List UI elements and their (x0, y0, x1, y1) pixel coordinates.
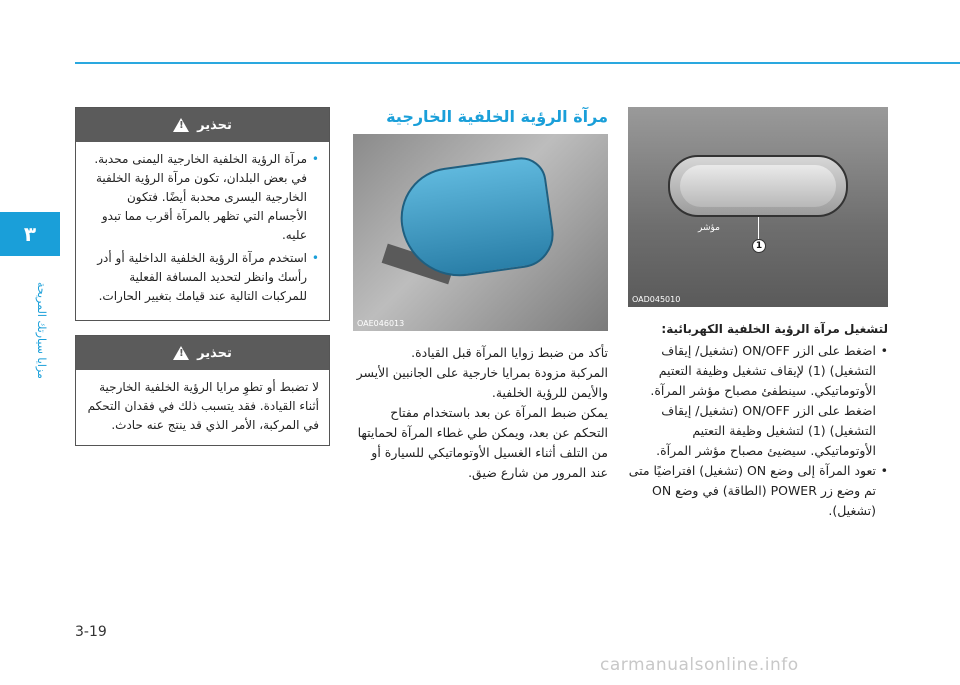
chapter-title: مزايا سيارتك المريحة (35, 281, 48, 379)
warnings-column (75, 107, 330, 460)
rearview-mirror-illustration (668, 155, 848, 217)
paragraph: المركبة مزودة بمرايا خارجية على الجانبين الأيسر والأيمن للرؤية الخلفية. (356, 365, 608, 400)
side-mirror-photo (353, 134, 608, 331)
warning-triangle-icon (173, 118, 189, 132)
warning-box (75, 335, 330, 446)
callout-number: 1 (752, 239, 766, 253)
rearview-mirror-text (628, 319, 888, 521)
warning-body (76, 142, 329, 320)
photo-code: OAD045010 (632, 295, 681, 304)
outside-mirror-text (353, 343, 608, 483)
warning-body (76, 370, 329, 445)
top-rule (75, 62, 960, 64)
chapter-tab[interactable]: ٣ (0, 212, 60, 256)
rearview-mirror-section (628, 107, 888, 521)
list-item: • مرآة الرؤية الخلفية الخارجية اليمنى محدبة. في بعض البلدان، تكون مرآة الرؤية الخلفية الخارجية اليسرى محدبة أيضًا. فتكون الأجسام التي تظهر بالمرآة أقرب مما تبدو عليه. (86, 150, 319, 245)
warning-title: تحذير (197, 345, 232, 361)
outside-mirror-section (353, 107, 608, 483)
paragraph: يمكن ضبط المرآة عن بعد باستخدام مفتاح التحكم عن بعد، ويمكن طي غطاء المرآة لحمايتها من التلف أثناء الغسيل الأوتوماتيكي للسيارة أو عند المرور من شارع ضيق. (357, 405, 608, 480)
callout-label: مؤشر (698, 223, 720, 233)
list-item: • استخدم مرآة الرؤية الخلفية الداخلية أو أدر رأسك وانظر لتحديد المسافة الفعلية للمركبات التالية عند قيامك بتغيير الحارات. (86, 249, 319, 306)
callout-line (758, 217, 759, 239)
warning-box (75, 107, 330, 321)
list-item: • تعود المرآة إلى وضع ON (تشغيل) افتراضيًا متى تم وضع زر POWER (الطاقة) في وضع ON (تشغيل). (628, 461, 888, 521)
page-number: 3-19 (75, 624, 107, 640)
list-item: • اضغط على الزر ON/OFF (تشغيل/ إيقاف التشغيل) (1) لإيقاف تشغيل وظيفة التعتيم الأوتوماتيكي. سينطفئ مصباح مؤشر المرآة. اضغط على الزر ON/OFF (تشغيل/ إيقاف التشغيل) (1) لتشغيل وظيفة التعتيم الأوتوماتيكي. سيضيئ مصباح مؤشر المرآة. (628, 341, 888, 461)
paragraph: لا تضبط أو تطوِ مرايا الرؤية الخلفية الخارجية أثناء القيادة. فقد يتسبب ذلك في فقدان التحكم في المركبة، الأمر الذي قد ينتج عنه حادث. (87, 380, 319, 432)
subheading: لتشغيل مرآة الرؤية الخلفية الكهربائية: (661, 322, 888, 336)
watermark[interactable]: carmanualsonline.info (600, 655, 799, 675)
warning-header (76, 108, 329, 142)
warning-header (76, 336, 329, 370)
rearview-mirror-photo (628, 107, 888, 307)
warning-title: تحذير (197, 117, 232, 133)
chapter-sidebar (0, 0, 60, 685)
warning-triangle-icon (173, 346, 189, 360)
paragraph: تأكد من ضبط زوايا المرآة قبل القيادة. (411, 345, 608, 360)
section-title: مرآة الرؤية الخلفية الخارجية (386, 107, 608, 126)
photo-code: OAE046013 (357, 319, 405, 328)
